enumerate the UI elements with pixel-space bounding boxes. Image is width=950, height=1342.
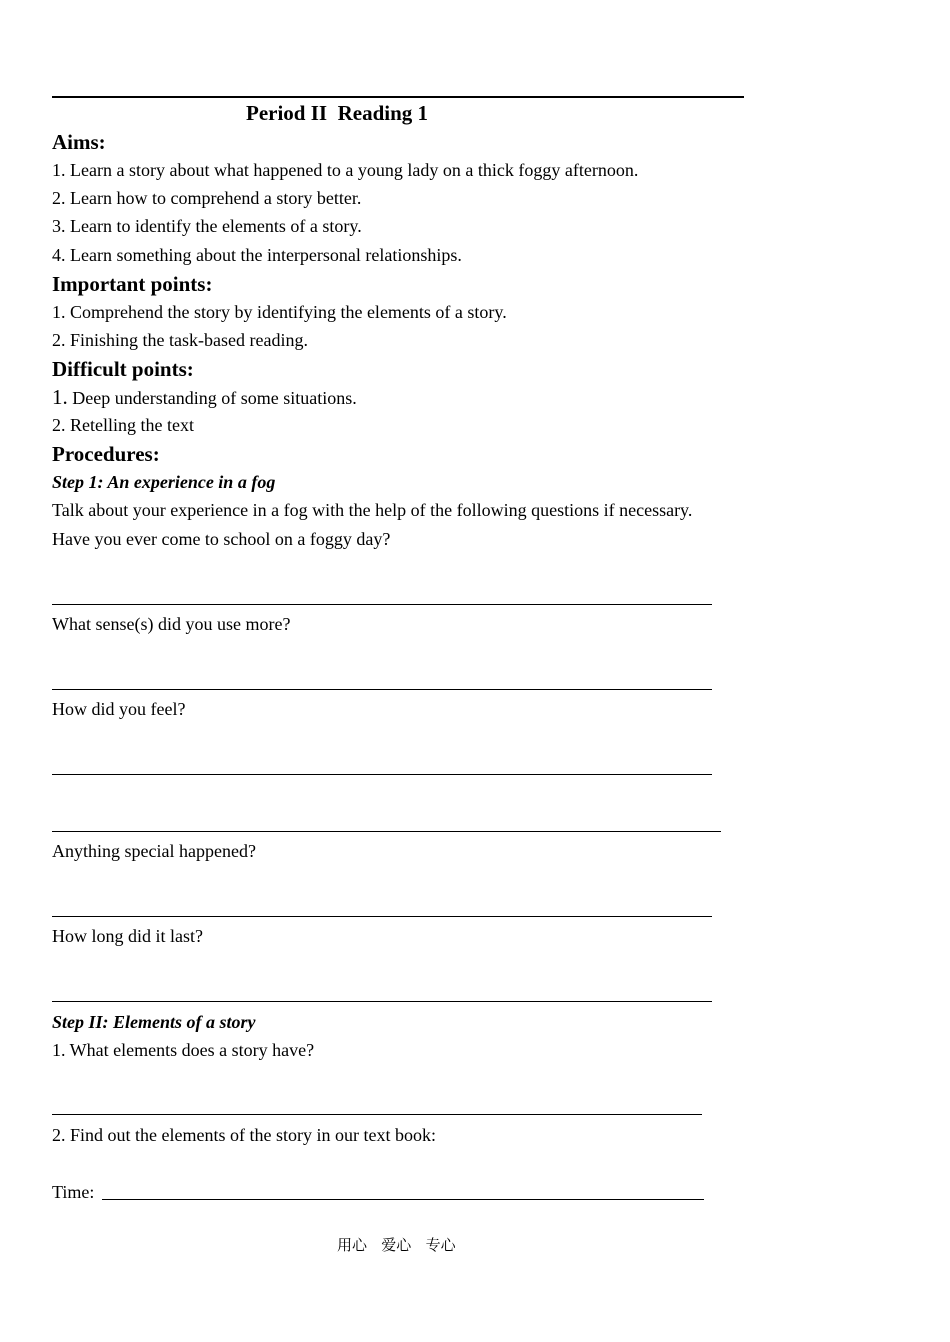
step1-question-1: Have you ever come to school on a foggy day? bbox=[52, 529, 391, 549]
answer-line[interactable] bbox=[52, 774, 712, 775]
aims-item-3: 3. Learn to identify the elements of a story. bbox=[52, 216, 362, 236]
step1-intro: Talk about your experience in a fog with the help of the following questions if necessary. bbox=[52, 500, 693, 520]
step1-question-5: How long did it last? bbox=[52, 926, 203, 946]
answer-line[interactable] bbox=[52, 831, 721, 832]
aims-item-2: 2. Learn how to comprehend a story better. bbox=[52, 188, 362, 208]
procedures-heading: Procedures: bbox=[52, 442, 160, 466]
difficult-item-1-number: 1. bbox=[52, 385, 68, 409]
important-points-heading: Important points: bbox=[52, 272, 213, 296]
header-rule bbox=[52, 96, 744, 98]
aims-item-4: 4. Learn something about the interpersonal relationships. bbox=[52, 245, 462, 265]
aims-item-1: 1. Learn a story about what happened to a young lady on a thick foggy afternoon. bbox=[52, 160, 639, 180]
time-answer-line[interactable] bbox=[102, 1199, 704, 1200]
aims-heading: Aims: bbox=[52, 130, 106, 154]
difficult-item-2: 2. Retelling the text bbox=[52, 415, 194, 435]
page-footer: 用心 爱心 专心 bbox=[337, 1236, 456, 1254]
difficult-points-heading: Difficult points: bbox=[52, 357, 194, 381]
answer-line[interactable] bbox=[52, 604, 712, 605]
time-label: Time: bbox=[52, 1182, 95, 1202]
answer-line[interactable] bbox=[52, 916, 712, 917]
step2-title: Step II: Elements of a story bbox=[52, 1012, 256, 1032]
important-item-1: 1. Comprehend the story by identifying the elements of a story. bbox=[52, 302, 507, 322]
step2-question-2: 2. Find out the elements of the story in our text book: bbox=[52, 1125, 436, 1145]
important-item-2: 2. Finishing the task-based reading. bbox=[52, 330, 308, 350]
step1-question-4: Anything special happened? bbox=[52, 841, 256, 861]
page-title: Period II Reading 1 bbox=[246, 101, 429, 125]
answer-line[interactable] bbox=[52, 689, 712, 690]
step2-question-1: 1. What elements does a story have? bbox=[52, 1040, 315, 1060]
difficult-item-1-text: Deep understanding of some situations. bbox=[67, 388, 357, 408]
difficult-item-1 bbox=[52, 386, 357, 409]
step1-question-3: How did you feel? bbox=[52, 699, 186, 719]
answer-line[interactable] bbox=[52, 1114, 702, 1115]
answer-line[interactable] bbox=[52, 1001, 712, 1002]
step1-question-2: What sense(s) did you use more? bbox=[52, 614, 291, 634]
step1-title: Step 1: An experience in a fog bbox=[52, 472, 276, 492]
